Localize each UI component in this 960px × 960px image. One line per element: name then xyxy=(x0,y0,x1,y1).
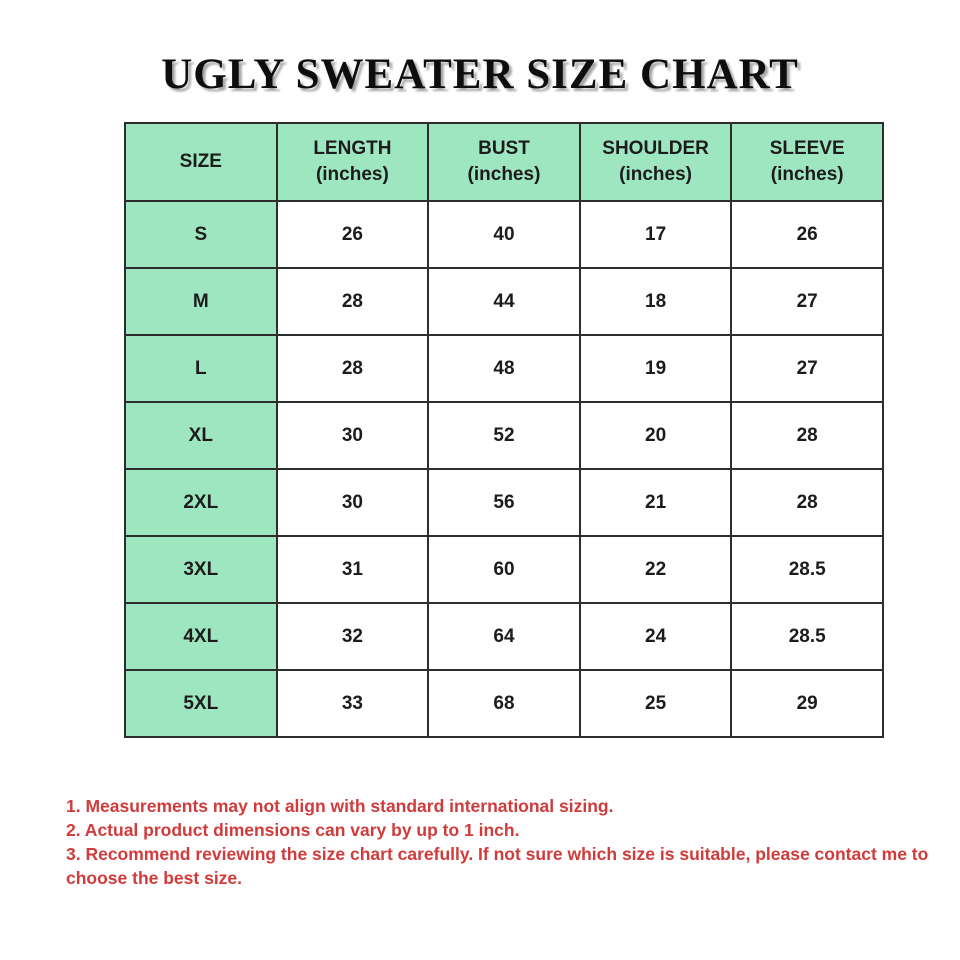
note-line-1: 1. Measurements may not align with standard international sizing. xyxy=(66,796,614,816)
size-cell: 4XL xyxy=(125,603,277,670)
bust-cell: 60 xyxy=(428,536,580,603)
table-row-4xl xyxy=(125,603,883,670)
length-cell: 31 xyxy=(277,536,429,603)
size-cell: M xyxy=(125,268,277,335)
sleeve-cell: 26 xyxy=(731,201,883,268)
length-cell: 28 xyxy=(277,335,429,402)
header-sub: (inches) xyxy=(619,164,692,185)
column-header-size xyxy=(125,123,277,201)
length-cell: 30 xyxy=(277,469,429,536)
note-line-2: 2. Actual product dimensions can vary by up to 1 inch. xyxy=(66,820,520,840)
bust-cell: 68 xyxy=(428,670,580,737)
header-sub: (inches) xyxy=(467,164,541,185)
header-sub: (inches) xyxy=(770,164,844,185)
header-label: SIZE xyxy=(179,151,222,172)
column-header-length xyxy=(277,123,429,201)
shoulder-cell: 18 xyxy=(580,268,732,335)
shoulder-cell: 25 xyxy=(580,670,732,737)
size-cell: L xyxy=(125,335,277,402)
header-row xyxy=(125,123,883,201)
note-line-3: 3. Recommend reviewing the size chart carefully. If not sure which size is suitable, please contact me to choose the best size. xyxy=(66,844,929,888)
shoulder-cell: 19 xyxy=(580,335,732,402)
table-row-l xyxy=(125,335,883,402)
table-row-5xl xyxy=(125,670,883,737)
table-row-m xyxy=(125,268,883,335)
bust-cell: 40 xyxy=(428,201,580,268)
table-row-xl xyxy=(125,402,883,469)
header-label: SLEEVE xyxy=(769,138,845,159)
notes-section xyxy=(66,794,956,890)
header-label: SHOULDER xyxy=(602,138,709,159)
shoulder-cell: 20 xyxy=(580,402,732,469)
length-cell: 32 xyxy=(277,603,429,670)
sleeve-cell: 29 xyxy=(731,670,883,737)
size-cell: 3XL xyxy=(125,536,277,603)
length-cell: 33 xyxy=(277,670,429,737)
bust-cell: 52 xyxy=(428,402,580,469)
bust-cell: 44 xyxy=(428,268,580,335)
shoulder-cell: 22 xyxy=(580,536,732,603)
size-cell: 2XL xyxy=(125,469,277,536)
size-cell: XL xyxy=(125,402,277,469)
size-cell: 5XL xyxy=(125,670,277,737)
sleeve-cell: 27 xyxy=(731,268,883,335)
table-row-s xyxy=(125,201,883,268)
size-chart-table xyxy=(124,122,884,738)
bust-cell: 64 xyxy=(428,603,580,670)
header-sub: (inches) xyxy=(315,164,389,185)
size-cell: S xyxy=(125,201,277,268)
header-label: LENGTH xyxy=(313,138,392,159)
bust-cell: 56 xyxy=(428,469,580,536)
bust-cell: 48 xyxy=(428,335,580,402)
table-row-3xl xyxy=(125,536,883,603)
sleeve-cell: 28.5 xyxy=(731,603,883,670)
column-header-bust xyxy=(428,123,580,201)
table-row-2xl xyxy=(125,469,883,536)
shoulder-cell: 21 xyxy=(580,469,732,536)
sleeve-cell: 28.5 xyxy=(731,536,883,603)
column-header-shoulder xyxy=(580,123,732,201)
sleeve-cell: 28 xyxy=(731,469,883,536)
sleeve-cell: 27 xyxy=(731,335,883,402)
length-cell: 28 xyxy=(277,268,429,335)
shoulder-cell: 17 xyxy=(580,201,732,268)
length-cell: 30 xyxy=(277,402,429,469)
sleeve-cell: 28 xyxy=(731,402,883,469)
page-title: UGLY SWEATER SIZE CHART xyxy=(161,51,799,98)
length-cell: 26 xyxy=(277,201,429,268)
shoulder-cell: 24 xyxy=(580,603,732,670)
column-header-sleeve xyxy=(731,123,883,201)
header-label: BUST xyxy=(478,138,530,159)
